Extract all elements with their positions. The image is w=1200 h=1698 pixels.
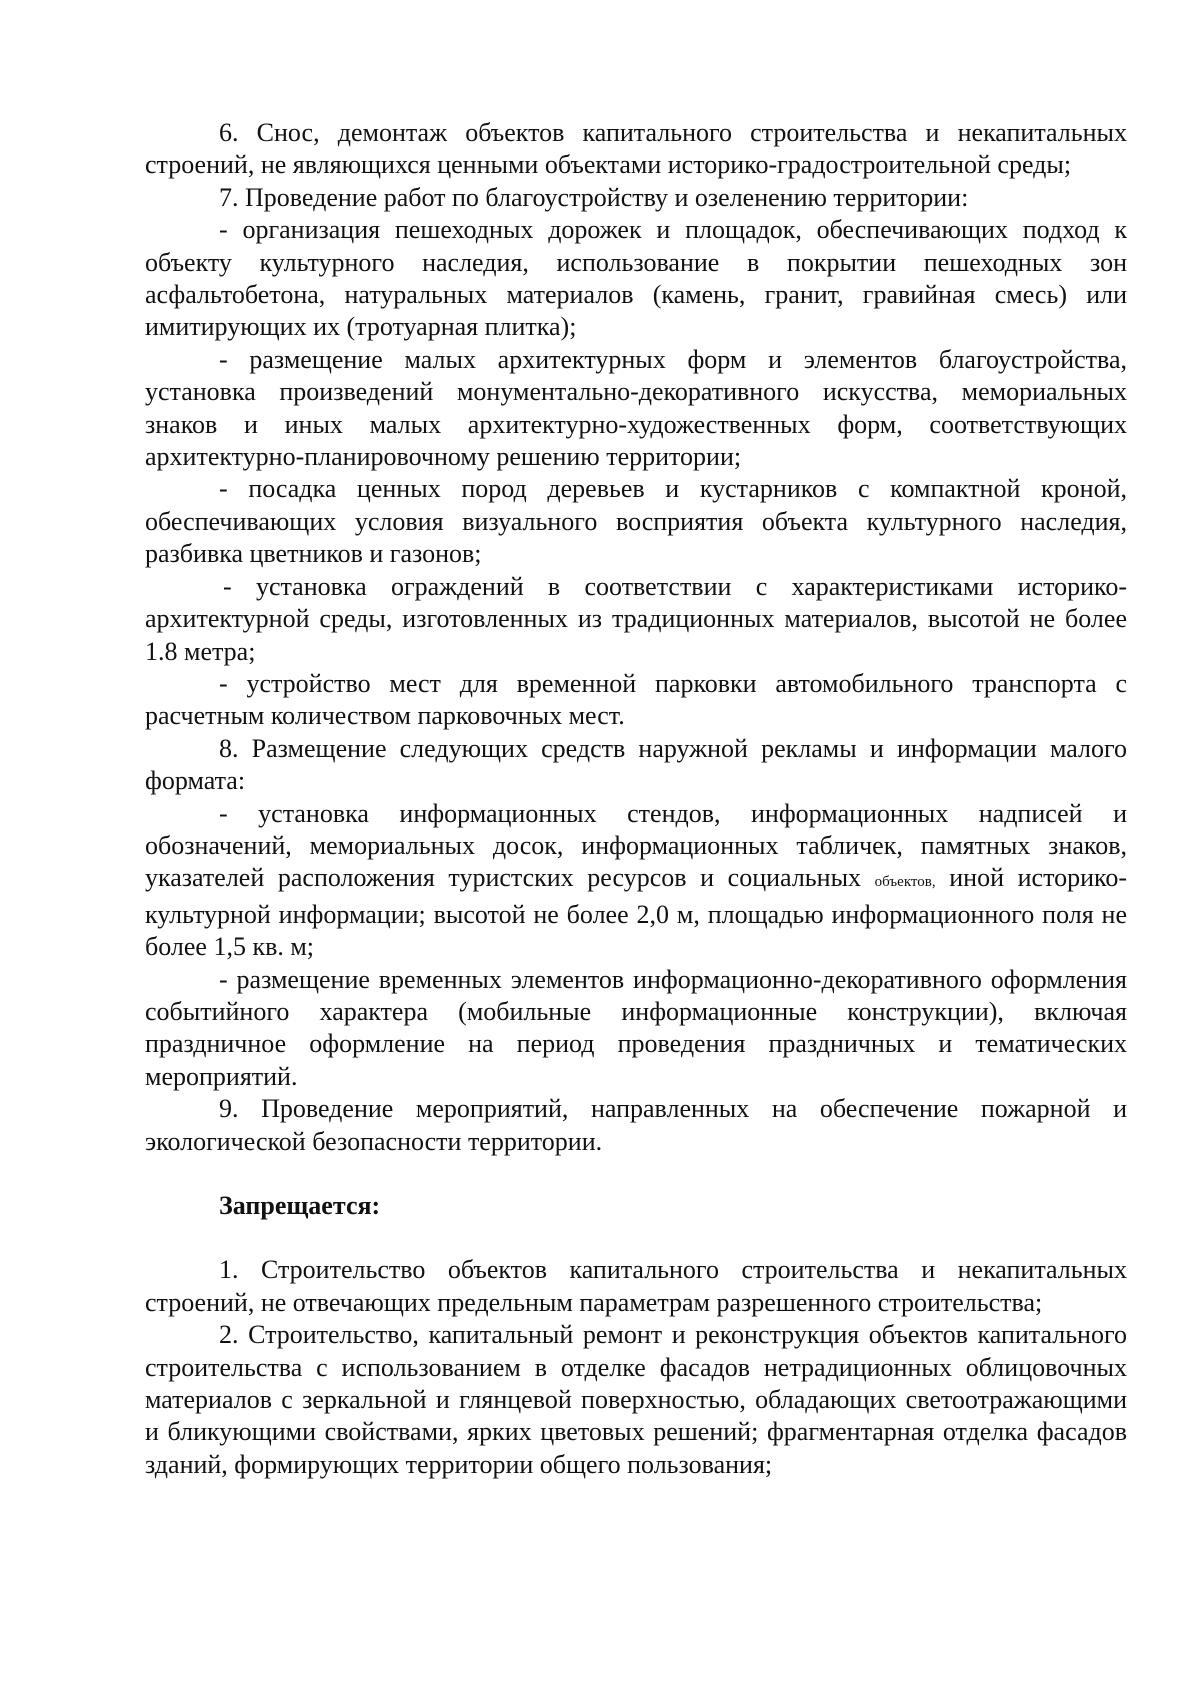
paragraph-7-fences: - установка ограждений в соответствии с характеристиками историко-архитектурной среды, изготовленных из традиционных материалов, высотой не более 1.8 метра; [145,571,1127,666]
paragraph-8-temporary-decor: - размещение временных элементов информационно-декоративного оформления событийного характера (мобильные информационные конструкции), включая праздничное оформление на период проведения праздничных и тематических мероприятий. [145,964,1127,1091]
paragraph-7-walkways: - организация пешеходных дорожек и площадок, обеспечивающих подход к объекту культурного наследия, использование в покрытии пешеходных зон асфальтобетона, натуральных материалов (камень, гранит, гравийная смесь) или имитирующих их (тротуарная плитка); [145,215,1127,342]
paragraph-8-signs-part-2: иной историко-культурной информации; высотой не более 2,0 м, площадью информационного поля не более 1,5 кв. м; [145,863,1127,962]
prohibited-item-1: 1. Строительство объектов капитального строительства и некапитальных строений, не отвечающих предельным параметрам разрешенного строительства; [145,1255,1127,1317]
spacer [145,1222,1127,1254]
document-page [145,117,1127,1481]
paragraph-7-planting: - посадка ценных пород деревьев и кустарников с компактной кроной, обеспечивающих условия визуального восприятия объекта культурного наследия, разбивка цветников и газонов; [145,474,1127,569]
section-heading: Запрещается: [219,1191,381,1220]
paragraph-8-signs [145,798,1127,964]
paragraph-7: 7. Проведение работ по благоустройству и озеленению территории: [219,182,969,212]
paragraph-8-signs-part-1: - установка информационных стендов, информационных надписей и обозначений, мемориальных досок, информационных табличек, памятных знаков, указателей расположения туристских ресурсов и социальных [145,798,1127,893]
prohibited-item-2: 2. Строительство, капитальный ремонт и реконструкция объектов капитального строительства с использованием в отделке фасадов нетрадиционных облицовочных материалов с зеркальной и глянцевой поверхностью, обладающих светоотражающими и бликующими свойствами, ярких цветовых решений; фрагментарная отделка фасадов зданий, формирующих территории общего пользования; [145,1320,1127,1479]
paragraph-6: 6. Снос, демонтаж объектов капитального строительства и некапитальных строений, не являющихся ценными объектами историко-градостроительной среды; [145,118,1127,180]
paragraph-9: 9. Проведение мероприятий, направленных на обеспечение пожарной и экологической безопасности территории. [145,1094,1127,1156]
paragraph-8: 8. Размещение следующих средств наружной рекламы и информации малого формата: [145,733,1127,796]
paragraph-8-signs-small-word: объектов, [874,874,936,891]
spacer [145,1158,1127,1190]
paragraph-7-parking: - устройство мест для временной парковки автомобильного транспорта с расчетным количеством парковочных мест. [145,668,1127,731]
paragraph-7-small-forms: - размещение малых архитектурных форм и элементов благоустройства, установка произведений монументально-декоративного искусства, мемориальных знаков и иных малых архитектурно-художественных форм, соответствующих архитектурно-планировочному решению территории; [145,344,1127,472]
